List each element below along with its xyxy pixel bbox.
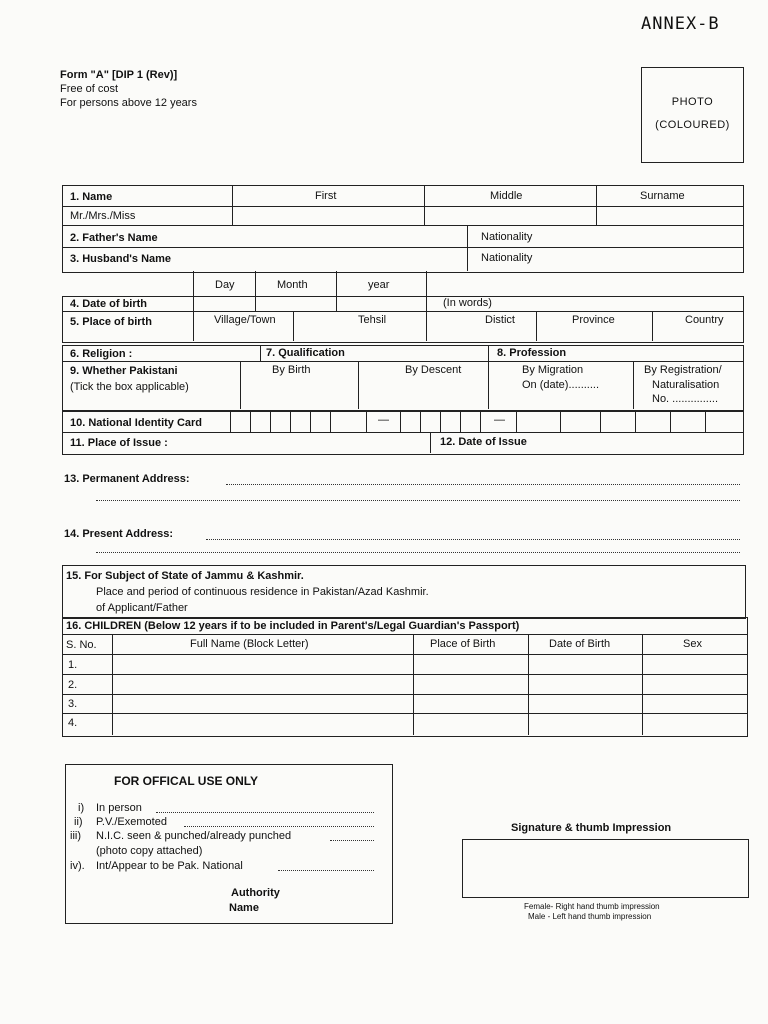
tick-box-hint: (Tick the box applicable) — [70, 381, 189, 393]
religion-field[interactable] — [160, 346, 258, 360]
official-use-title: FOR OFFICAL USE ONLY — [114, 774, 259, 788]
permanent-address-line-1[interactable] — [226, 484, 740, 485]
persons-above-text: For persons above 12 years — [60, 97, 197, 109]
by-registration-label: By Registration/ — [644, 364, 722, 376]
surname-field[interactable] — [597, 207, 742, 224]
nic-dash-1: — — [378, 414, 389, 426]
children-row-4: 4. — [68, 717, 78, 729]
permanent-address-label: 13. Permanent Address: — [64, 473, 190, 485]
photo-coloured-label: (COLOURED) — [655, 119, 730, 131]
date-of-issue-field[interactable] — [550, 433, 740, 452]
first-name-header: First — [315, 190, 337, 202]
pob-tehsil-header: Tehsil — [358, 314, 387, 326]
official-item-4-text: Int/Appear to be Pak. National — [96, 860, 243, 872]
pob-village-header: Village/Town — [214, 314, 276, 326]
profession-field[interactable] — [590, 346, 741, 360]
dob-day-header: Day — [215, 279, 235, 291]
children-row-3: 3. — [68, 698, 78, 710]
form-title: Form "A" [DIP 1 (Rev)] — [60, 69, 178, 81]
pob-province-header: Province — [572, 314, 615, 326]
official-item-3-text: N.I.C. seen & punched/already punched — [96, 830, 292, 842]
official-use-box — [65, 764, 393, 924]
children-label: 16. CHILDREN (Below 12 years if to be included in Parent's/Legal Guardian's Passport) — [66, 620, 520, 632]
surname-header: Surname — [640, 190, 685, 202]
photo-label: PHOTO — [671, 96, 714, 108]
present-address-label: 14. Present Address: — [64, 528, 174, 540]
free-of-cost-text: Free of cost — [60, 83, 119, 95]
father-nationality-field[interactable] — [555, 227, 741, 245]
husband-nationality-label: Nationality — [481, 252, 533, 264]
present-address-line-2[interactable] — [96, 552, 740, 553]
children-row-1: 1. — [68, 659, 78, 671]
profession-label: 8. Profession — [497, 347, 567, 359]
dob-month-header: Month — [277, 279, 308, 291]
by-descent-label: By Descent — [405, 364, 462, 376]
male-thumb-note: Male - Left hand thumb impression — [528, 912, 652, 921]
father-name-field[interactable] — [190, 227, 465, 245]
children-header-sno: S. No. — [66, 639, 97, 651]
signature-title: Signature & thumb Impression — [511, 822, 672, 834]
dob-month-field[interactable] — [256, 297, 335, 310]
date-of-issue-label: 12. Date of Issue — [440, 436, 527, 448]
dob-label: 4. Date of birth — [70, 298, 148, 310]
by-migration-checkbox[interactable] — [489, 362, 632, 408]
kashmir-residence-text: Place and period of continuous residence in Pakistan/Azad Kashmir. — [96, 586, 429, 598]
dob-in-words-label: (In words) — [443, 297, 492, 309]
nic-dash-2: — — [494, 414, 505, 426]
children-header-name: Full Name (Block Letter) — [190, 638, 309, 650]
official-item-4-line[interactable] — [278, 870, 374, 871]
dob-day-field[interactable] — [194, 297, 254, 310]
by-migration-label: By Migration — [522, 364, 584, 376]
nic-label: 10. National Identity Card — [70, 417, 203, 429]
signature-box[interactable] — [462, 839, 749, 898]
name-label: 1. Name — [70, 191, 113, 203]
qualification-label: 7. Qualification — [266, 347, 345, 359]
official-item-3-line[interactable] — [330, 840, 374, 841]
by-birth-label: By Birth — [272, 364, 311, 376]
authority-name-label: Name — [229, 902, 259, 914]
place-of-issue-label: 11. Place of Issue : — [70, 437, 168, 449]
whether-pakistani-label: 9. Whether Pakistani — [70, 365, 178, 377]
father-nationality-label: Nationality — [481, 231, 533, 243]
registration-no-label: No. ............... — [652, 393, 719, 405]
dob-year-header: year — [368, 279, 390, 291]
pob-country-header: Country — [685, 314, 724, 326]
qualification-field[interactable] — [372, 346, 486, 360]
annex-label: ANNEX-B — [641, 14, 720, 34]
photo-box[interactable] — [641, 67, 744, 163]
dob-year-field[interactable] — [337, 297, 425, 310]
dob-in-words-field[interactable] — [505, 297, 741, 310]
official-item-2-text: P.V./Exemoted — [96, 816, 167, 828]
migration-date-label: On (date).......... — [522, 379, 600, 391]
children-row-2: 2. — [68, 679, 78, 691]
kashmir-label: 15. For Subject of State of Jammu & Kashmir. — [66, 570, 304, 582]
husband-name-label: 3. Husband's Name — [70, 253, 172, 265]
pob-label: 5. Place of birth — [70, 316, 152, 328]
place-of-issue-field[interactable] — [200, 433, 428, 452]
middle-name-field[interactable] — [425, 207, 595, 224]
religion-label: 6. Religion : — [70, 348, 133, 360]
permanent-address-line-2[interactable] — [96, 500, 740, 501]
father-name-label: 2. Father's Name — [70, 232, 158, 244]
title-label: Mr./Mrs./Miss — [70, 210, 136, 222]
official-item-2-line[interactable] — [184, 826, 374, 827]
official-item-3-note: (photo copy attached) — [96, 845, 203, 857]
kashmir-applicant-text: of Applicant/Father — [96, 602, 188, 614]
children-header-place: Place of Birth — [430, 638, 496, 650]
pob-district-header: Distict — [485, 314, 515, 326]
husband-name-field[interactable] — [205, 249, 465, 269]
by-descent-checkbox[interactable] — [359, 378, 487, 408]
present-address-line-1[interactable] — [206, 539, 740, 540]
official-item-2-num: ii) — [74, 816, 83, 828]
children-entry-area[interactable] — [113, 655, 746, 734]
official-item-3-num: iii) — [70, 830, 81, 842]
official-item-1-text: In person — [96, 802, 142, 814]
first-name-field[interactable] — [233, 207, 423, 224]
by-registration-checkbox[interactable] — [634, 362, 741, 408]
authority-label: Authority — [231, 887, 280, 899]
naturalisation-label: Naturalisation — [652, 379, 720, 391]
official-item-1-num: i) — [78, 802, 85, 814]
middle-name-header: Middle — [490, 190, 523, 202]
children-header-sex: Sex — [683, 638, 702, 650]
children-header-dob: Date of Birth — [549, 638, 611, 650]
husband-nationality-field[interactable] — [555, 249, 741, 269]
by-birth-checkbox[interactable] — [241, 378, 357, 408]
official-item-1-line[interactable] — [156, 812, 374, 813]
nic-digit-cells[interactable] — [230, 411, 742, 432]
official-item-4-num: iv). — [70, 860, 85, 872]
female-thumb-note: Female- Right hand thumb impression — [524, 902, 660, 911]
